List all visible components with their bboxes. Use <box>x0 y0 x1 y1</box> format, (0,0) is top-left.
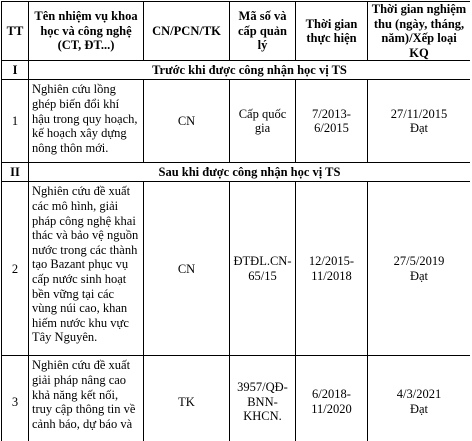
research-projects-table <box>1 1 470 441</box>
row-accept <box>368 80 471 163</box>
accept-result: Đạt <box>409 401 429 416</box>
section-index: II <box>2 163 29 182</box>
header-accept: Thời gian nghiệm thu (ngày, tháng, năm)/Xếp loại KQ <box>368 2 471 61</box>
section-row-before <box>2 61 471 80</box>
row-time: 7/2013-6/2015 <box>296 80 368 163</box>
row-tt: 2 <box>2 182 29 356</box>
section-title: Trước khi được công nhận học vị TS <box>29 61 471 80</box>
accept-date: 27/5/2019 <box>393 254 445 269</box>
header-name: Tên nhiệm vụ khoa học và công nghệ (CT, ĐT...) <box>29 2 144 61</box>
header-time: Thời gian thực hiện <box>296 2 368 61</box>
accept-result: Đạt <box>409 121 429 136</box>
accept-date: 27/11/2015 <box>390 106 448 121</box>
document-page <box>1 1 470 441</box>
section-index: I <box>2 61 29 80</box>
row-time: 6/2018-11/2020 <box>296 356 368 441</box>
section-row-after <box>2 163 471 182</box>
row-role: CN <box>144 182 230 356</box>
table-row <box>2 356 471 441</box>
accept-result: Đạt <box>409 268 429 283</box>
row-time: 12/2015-11/2018 <box>296 182 368 356</box>
accept-date: 4/3/2021 <box>396 387 442 402</box>
row-tt: 3 <box>2 356 29 441</box>
header-tt: TT <box>2 2 29 61</box>
row-role: CN <box>144 80 230 163</box>
row-name: Nghiên cứu lồng ghép biến đổi khí hậu trong quy hoạch, kế hoạch xây dựng nông thôn mới. <box>29 80 144 163</box>
header-code: Mã số và cấp quản lý <box>230 2 296 61</box>
table-header-row <box>2 2 471 61</box>
row-accept <box>368 356 471 441</box>
row-tt: 1 <box>2 80 29 163</box>
section-title: Sau khi được công nhận học vị TS <box>29 163 471 182</box>
row-code: ĐTĐL.CN-65/15 <box>230 182 296 356</box>
row-code: 3957/QĐ-BNN-KHCN. <box>230 356 296 441</box>
row-name: Nghiên cứu đề xuất giải pháp nâng cao khả năng kết nối, truy cập thông tin về cảnh báo, dự báo và <box>29 356 144 441</box>
row-name: Nghiên cứu đề xuất các mô hình, giải pháp công nghệ khai thác và bảo vệ nguồn nước trong các thành tạo Bazant phục vụ cấp nước sinh hoạt bền vững tại các vùng núi cao, khan hiếm nước khu vực Tây Nguyên. <box>29 182 144 356</box>
row-role: TK <box>144 356 230 441</box>
row-code: Cấp quốc gia <box>230 80 296 163</box>
table-row <box>2 80 471 163</box>
header-role: CN/PCN/TK <box>144 2 230 61</box>
row-accept <box>368 182 471 356</box>
table-row <box>2 182 471 356</box>
